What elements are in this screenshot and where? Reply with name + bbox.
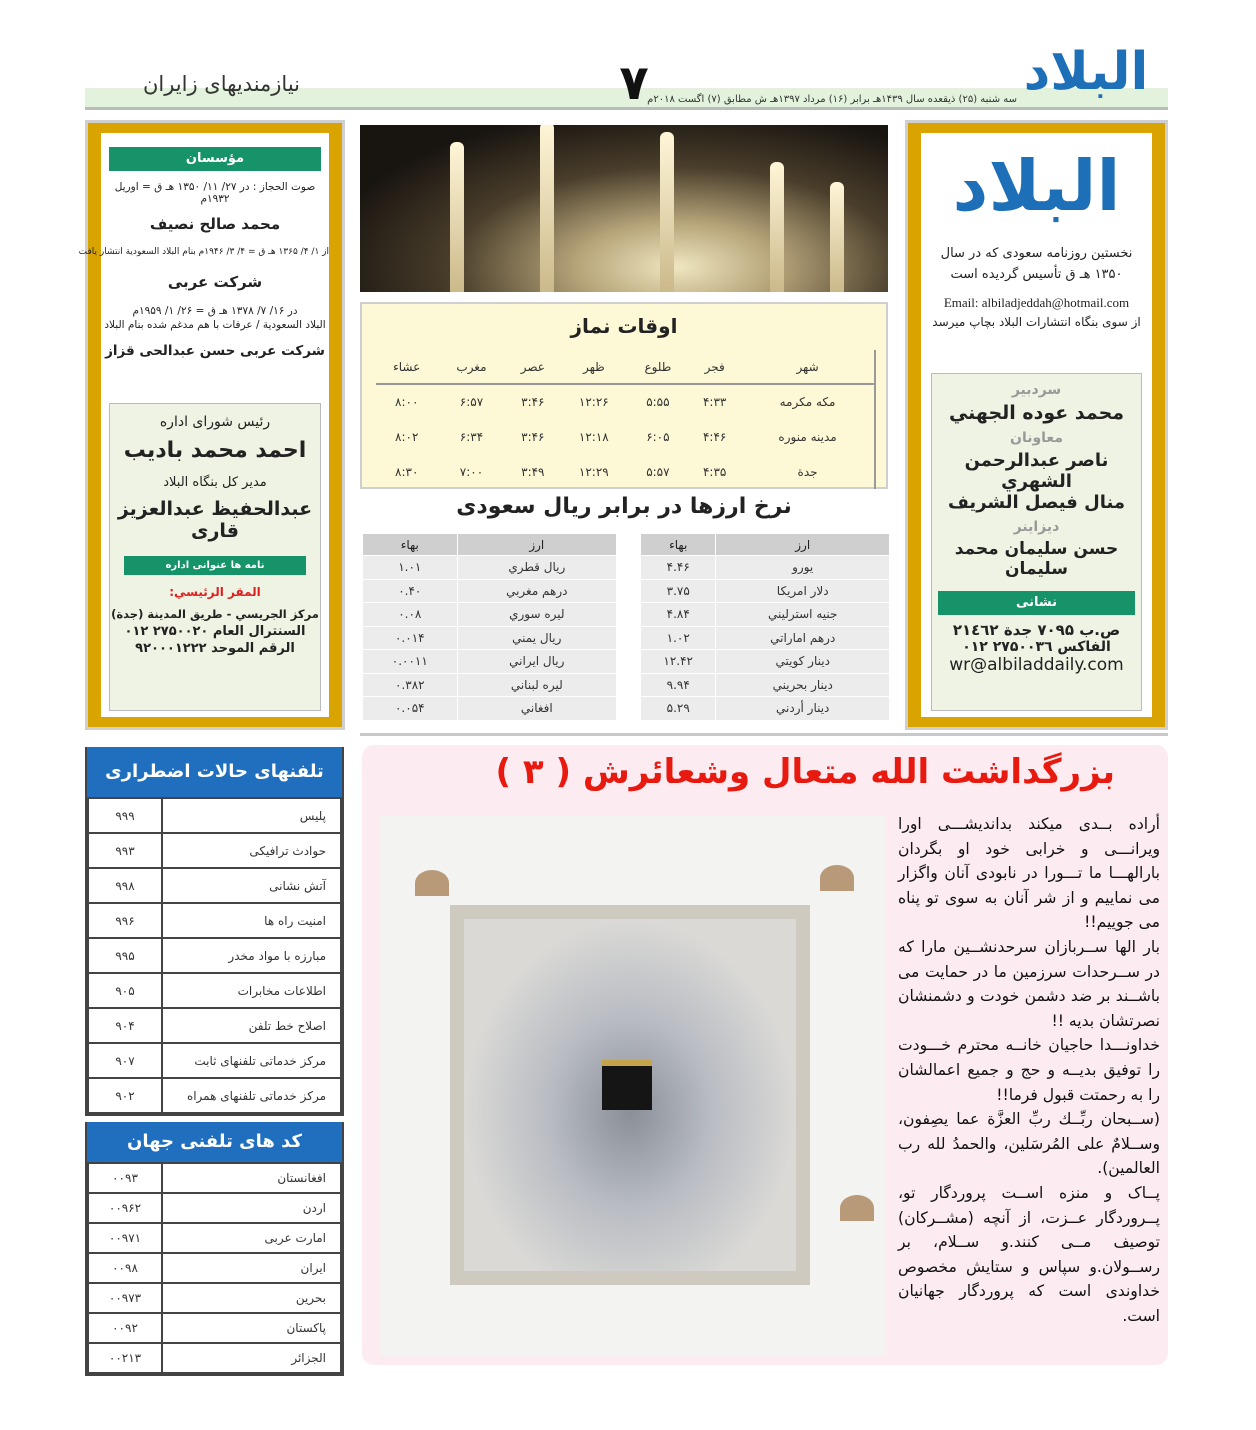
hq-label: المقر الرئيسي: (169, 585, 261, 599)
article-paragraph: خداونـــدا حاجیان خانــه محترم خـــودت را توفیق بدیــه و حج و جمیع اعمالشان را به رحمتت قبول فرما!! (898, 1036, 1160, 1104)
city-cell: مکه مکرمه (741, 384, 875, 419)
emergency-number: ۹۰۲ (88, 1078, 162, 1113)
kaaba-aerial-photo (380, 815, 885, 1355)
prayer-header: عصر (506, 350, 561, 384)
emergency-number: ۹۹۸ (88, 868, 162, 903)
emergency-number: ۹۹۳ (88, 833, 162, 868)
emergency-title: تلفنهای حالات اضطراری (87, 747, 342, 797)
article-body (898, 812, 1160, 1328)
time-cell: ۸:۳۰ (395, 464, 419, 479)
prayer-row (376, 384, 875, 419)
editor-label: سردبیر (1011, 382, 1062, 398)
currency-header: بهاء (641, 534, 716, 556)
codes-table (87, 1162, 342, 1374)
emergency-number: ۹۰۴ (88, 1008, 162, 1043)
currency-rate: ۹.۹۴ (641, 673, 716, 697)
emergency-table (87, 797, 342, 1114)
currency-name: دينار بحريني (716, 673, 890, 697)
time-cell: ۱۲:۲۶ (578, 395, 609, 409)
founders-label: مؤسسان (109, 147, 321, 171)
article-paragraph: بار الها ســربازان سرحدنشــین مارا که در ســرحدات سرزمین ما در حمایت می باشــند بر ضد دشمن خودت و دشمنشان نصرتشان بدیه !! (898, 937, 1160, 1030)
emergency-row (88, 903, 341, 938)
codes-row (88, 1193, 341, 1223)
currency-name: ليره سوري (457, 603, 616, 627)
article-paragraph: پــاک و منزه اســت پروردگار تو، پــروردگار عــزت، از آنچه (مشــرکان) توصیف مــی کنند.و ســلام، بر رســولان.و سپاس و ستایش مخصوص خداوندی است که پروردگار جهانیان است. (898, 1183, 1160, 1325)
currency-name: ريال قطري (457, 556, 616, 580)
currency-table-left (362, 533, 617, 721)
board-label: رئیس شورای اداره (159, 414, 271, 430)
prayer-header: ظهر (560, 350, 627, 384)
time-cell: ۸:۰۲ (395, 429, 419, 444)
currency-row (641, 556, 890, 580)
fax: الفاكس ۲۷۵۰۰۳٦ ۰۱۲ (962, 639, 1111, 655)
deputy-name: منال فيصل الشريف (948, 492, 1125, 513)
currency-name: جنيه استرليني (716, 603, 890, 627)
currency-header: بهاء (363, 534, 458, 556)
codes-row (88, 1283, 341, 1313)
founder-name: شرکت عربی حسن عبدالحی قزاز (105, 343, 325, 359)
currency-row (641, 579, 890, 603)
emergency-label: مرکز خدماتی تلفنهای ثابت (162, 1043, 341, 1078)
director-name: عبدالحفيظ عبدالعزيز قاری (117, 498, 313, 542)
currency-name: ريال ايراني (457, 650, 616, 674)
contact-email: wr@albiladdaily.com (949, 655, 1124, 675)
currency-rate: ۳.۷۵ (641, 579, 716, 603)
emergency-row (88, 973, 341, 1008)
prayer-times-panel (360, 302, 888, 489)
time-cell: ۵:۵۷ (646, 464, 670, 479)
emergency-label: پلیس (162, 798, 341, 833)
currency-row (363, 697, 617, 721)
currency-row (641, 650, 890, 674)
founders-text: البلاد السعودية / عرفات با هم مدغم شده بنام البلاد (104, 319, 326, 331)
founder-name: محمد صالح نصيف (149, 215, 281, 233)
currency-row (363, 556, 617, 580)
currency-rate: ۴.۸۴ (641, 603, 716, 627)
time-cell: ۱۲:۱۸ (578, 429, 609, 444)
time-cell: ۵:۵۵ (646, 395, 670, 409)
currency-row (641, 626, 890, 650)
currency-name: افغاني (457, 697, 616, 721)
article-title: بزرگداشت الله متعال وشعائرش ( ۳ ) (495, 752, 1115, 792)
emergency-row (88, 833, 341, 868)
currency-header: ارز (716, 534, 890, 556)
time-cell: ۴:۳۳ (702, 395, 727, 409)
currency-rate: ۰.۳۸۲ (363, 673, 458, 697)
time-cell: ۳:۴۶ (521, 395, 545, 409)
currency-row (363, 603, 617, 627)
currency-title: نرخ ارزها در برابر ریال سعودی (456, 494, 792, 519)
currency-rate: ۱.۰۲ (641, 626, 716, 650)
emergency-number: ۹۹۶ (88, 903, 162, 938)
director-label: مدیر کل بنگاه البلاد (163, 475, 267, 490)
masthead-publisher: از سوی بنگاه انتشارات البلاد بچاپ میرسد (932, 315, 1141, 329)
prayer-header: عشاء (376, 350, 437, 384)
prayer-table (376, 350, 876, 489)
codes-row (88, 1163, 341, 1193)
emergency-label: مبارزه با مواد مخدر (162, 938, 341, 973)
currency-name: یورو (716, 556, 890, 580)
time-cell: ۷:۰۰ (459, 464, 484, 479)
codes-number: ۰۰۲۱۳ (88, 1343, 162, 1373)
currency-header: ارز (457, 534, 616, 556)
currency-rate: ۰.۰۰۱۱ (363, 650, 458, 674)
codes-number: ۰۰۹۷۳ (88, 1283, 162, 1313)
codes-row (88, 1223, 341, 1253)
founders-text: از ۱/ ۴/ ۱۳۶۵ هـ ق = ۴/ ۳/ ۱۹۴۶م بنام البلاد السعودية انتشار یافت (78, 247, 329, 257)
currency-name: ليره لبناني (457, 673, 616, 697)
currency-rate: ۰.۰۱۴ (363, 626, 458, 650)
currency-row (363, 626, 617, 650)
currency-row (641, 697, 890, 721)
address-label: نشانی (938, 591, 1135, 615)
emergency-row (88, 868, 341, 903)
emergency-row (88, 798, 341, 833)
codes-number: ۰۰۹۲ (88, 1313, 162, 1343)
founders-text: در ۱۶/ ۷/ ۱۳۷۸ هـ ق = ۲۶/ ۱/ ۱۹۵۹م (132, 305, 298, 317)
deputy-name: ناصر عبدالرحمن الشهري (964, 450, 1109, 492)
codes-label: ایران (162, 1253, 341, 1283)
codes-number: ۰۰۹۸ (88, 1253, 162, 1283)
founders-text: صوت الحجاز : در ۲۷/ ۱۱/ ۱۳۵۰ هـ ق = اوریل ۱۹۳۲م (114, 181, 316, 205)
prayer-header: شهر (741, 350, 875, 384)
codes-row (88, 1253, 341, 1283)
emergency-number: ۹۹۵ (88, 938, 162, 973)
po-box: ص.ب ۷۰۹۵ جدة ۲۱٤٦۲ (952, 621, 1121, 639)
codes-number: ۰۰۹۳ (88, 1163, 162, 1193)
codes-label: الجزائر (162, 1343, 341, 1373)
emergency-row (88, 1078, 341, 1113)
currency-row (363, 650, 617, 674)
currency-rate: ۰.۴۰ (363, 579, 458, 603)
currency-rate: ۱۲.۴۲ (641, 650, 716, 674)
codes-label: بحرین (162, 1283, 341, 1313)
board-name: احمد محمد باديب (123, 438, 307, 463)
divider (360, 733, 1168, 736)
management-panel (109, 403, 321, 711)
central-phone: السنترال العام ۲۷۵۰۰۲۰ ۰۱۲ (124, 624, 306, 639)
currency-name: دينار أردني (716, 697, 890, 721)
currency-name: درهم اماراتي (716, 626, 890, 650)
time-cell: ۴:۴۶ (702, 429, 727, 444)
deputies-label: معاونان (1010, 430, 1063, 446)
currency-header-row (641, 534, 890, 556)
currency-name: دلار امریکا (716, 579, 890, 603)
emergency-row (88, 1008, 341, 1043)
time-cell: ۶:۳۴ (459, 429, 484, 444)
codes-row (88, 1313, 341, 1343)
hq-address: مركز الجريسي - طريق المدينة (جدة) (111, 607, 319, 621)
emergency-table-box (85, 747, 344, 1116)
staff-panel (931, 373, 1142, 711)
currency-rate: ۵.۲۹ (641, 697, 716, 721)
designer-label: دیزاینر (1013, 519, 1060, 535)
article-paragraph: (ســبحان ربِّــك ربِّ العزَّة عما يصِفون، وســلامٌ على المُرسَلين، والحمدُ لله رب العالمين). (898, 1110, 1160, 1178)
emergency-number: ۹۹۹ (88, 798, 162, 833)
emergency-row (88, 1043, 341, 1078)
codes-number: ۰۰۹۶۲ (88, 1193, 162, 1223)
codes-row (88, 1343, 341, 1373)
emergency-label: حوادث ترافیکی (162, 833, 341, 868)
designer-name: حسن سليمان محمد سليمان (954, 539, 1119, 579)
page-number: ۷ (619, 55, 649, 111)
currency-table-right (640, 533, 890, 721)
founders-box (78, 120, 345, 730)
emergency-label: امنیت راه ها (162, 903, 341, 938)
article-paragraph: أراده بــدی میکند بداندیشـــی اورا ویرانـــی و خرابی خود او بگردان بارالهـــا ما تـــورا در نابودی آنان واگزار می نماییم و از شر آنان به سوی تو پناه می جوییم!! (898, 815, 1160, 932)
emergency-number: ۹۰۷ (88, 1043, 162, 1078)
currency-row (641, 603, 890, 627)
codes-label: افغانستان (162, 1163, 341, 1193)
currency-rate: ۱.۰۱ (363, 556, 458, 580)
time-cell: ۴:۳۵ (702, 464, 727, 479)
emergency-row (88, 938, 341, 973)
time-cell: ۶:۵۷ (459, 395, 484, 409)
prayer-header: مغرب (437, 350, 505, 384)
prayer-header: طلوع (628, 350, 689, 384)
mecca-night-photo (360, 125, 888, 292)
currency-rate: ۰.۰۵۴ (363, 697, 458, 721)
section-title: نیازمندیهای زایران (142, 72, 300, 96)
codes-table-box (85, 1122, 344, 1376)
masthead-logo: البلاد (952, 145, 1121, 227)
prayer-header: فجر (688, 350, 741, 384)
masthead-intro: نخستین روزنامه سعودی که در سال ۱۳۵۰ هـ ق تأسیس گردیده است (940, 246, 1133, 282)
emergency-label: مرکز خدماتی تلفنهای همراه (162, 1078, 341, 1113)
founder-name: شرکت عربی (167, 273, 263, 291)
currency-name: ريال يمني (457, 626, 616, 650)
currency-rate: ۰.۰۸ (363, 603, 458, 627)
emergency-label: اصلاح خط تلفن (162, 1008, 341, 1043)
emergency-label: اطلاعات مخابرات (162, 973, 341, 1008)
currency-name: دينار كويتي (716, 650, 890, 674)
city-cell: مدینه منوره (741, 419, 875, 454)
newspaper-logo: البلاد (1023, 42, 1149, 102)
prayer-title: اوقات نماز (570, 314, 678, 338)
city-cell: جدة (741, 454, 875, 489)
currency-header-row (363, 534, 617, 556)
codes-label: اردن (162, 1193, 341, 1223)
prayer-row (376, 454, 875, 489)
currency-name: درهم مغربي (457, 579, 616, 603)
prayer-row (376, 419, 875, 454)
codes-label: امارت عربی (162, 1223, 341, 1253)
time-cell: ۳:۴۹ (521, 464, 545, 479)
codes-title: کد های تلفنی جهان (87, 1122, 342, 1162)
time-cell: ۱۲:۲۹ (578, 464, 609, 479)
time-cell: ۳:۴۶ (521, 429, 545, 444)
currency-row (641, 673, 890, 697)
time-cell: ۸:۰۰ (395, 395, 419, 409)
codes-label: پاکستان (162, 1313, 341, 1343)
emergency-label: آتش نشانی (162, 868, 341, 903)
unified-phone: الرقم الموحد ۹۲۰۰۰۱۲۲۲ (135, 641, 295, 656)
currency-row (363, 673, 617, 697)
codes-number: ۰۰۹۷۱ (88, 1223, 162, 1253)
masthead-box (905, 120, 1168, 730)
emergency-number: ۹۰۵ (88, 973, 162, 1008)
masthead-email: Email: albiladjeddah@hotmail.com (943, 295, 1130, 310)
mail-label: نامه ها عنوانی اداره (124, 556, 306, 575)
time-cell: ۶:۰۵ (646, 429, 670, 444)
currency-row (363, 579, 617, 603)
currency-rate: ۴.۴۶ (641, 556, 716, 580)
editor-name: محمد عوده الجهني (948, 402, 1125, 424)
issue-date: سه شنبه (۲۵) ذیقعده سال ۱۴۳۹هـ برابر (۱۶) مرداد ۱۳۹۷هـ ش مطابق (۷) اگست ۲۰۱۸م (647, 94, 1017, 105)
